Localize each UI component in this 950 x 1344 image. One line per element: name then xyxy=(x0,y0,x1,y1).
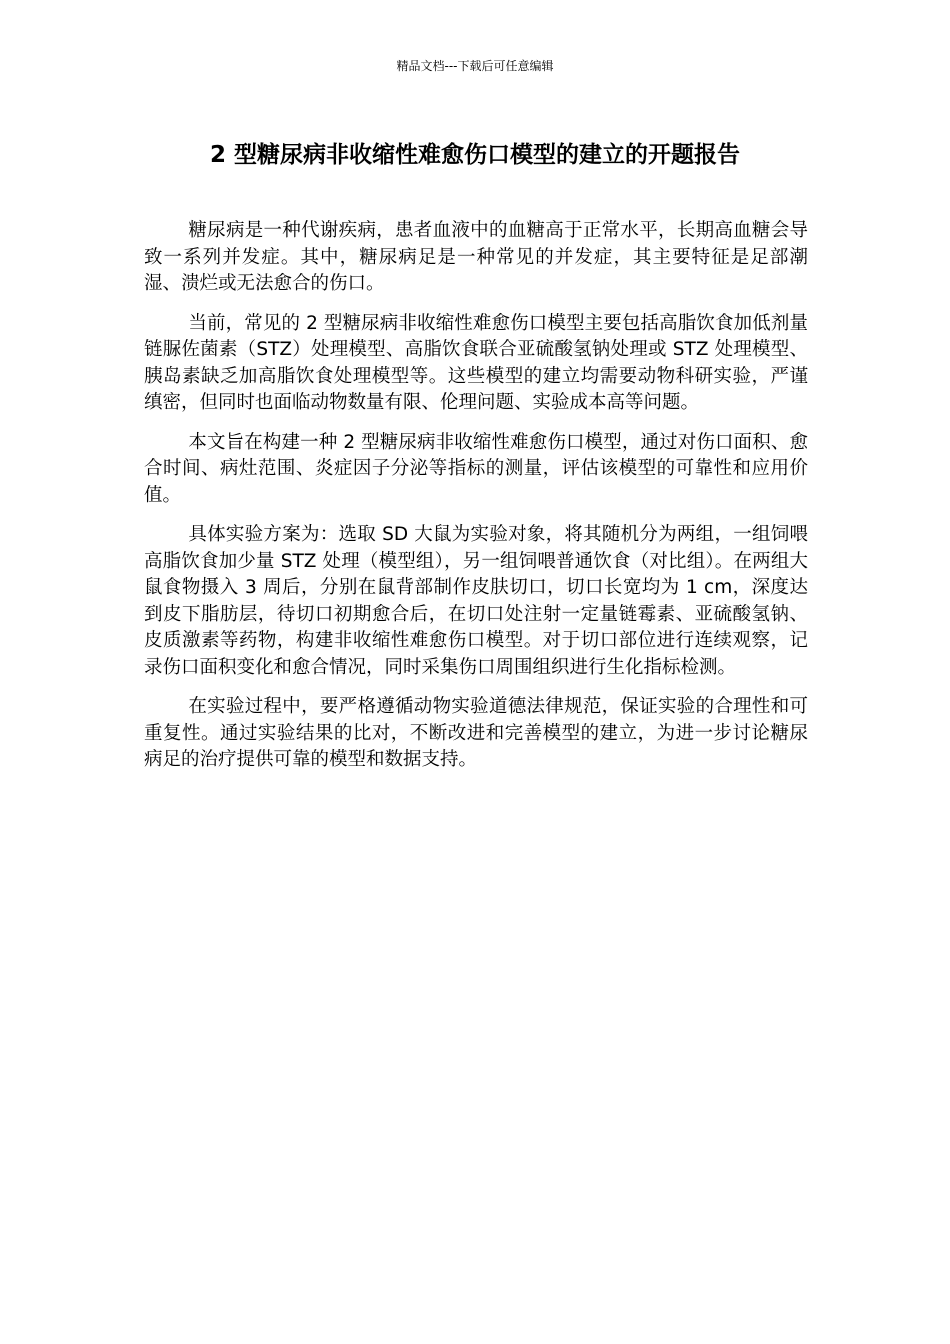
paragraph-3: 本文旨在构建一种 2 型糖尿病非收缩性难愈伤口模型，通过对伤口面积、愈合时间、病灶范围、炎症因子分泌等指标的测量，评估该模型的可靠性和应用价值。 xyxy=(144,431,808,506)
paragraph-4: 具体实验方案为：选取 SD 大鼠为实验对象，将其随机分为两组，一组饲喂高脂饮食加少量 STZ 处理（模型组），另一组饲喂普通饮食（对比组）。在两组大鼠食物摄入 3 周后，分别在鼠背部制作皮肤切口，切口长宽均为 1 cm，深度达到皮下脂肪层，待切口初期愈合后，在切口处注射一定量链霉素、亚硫酸氢钠、皮质激素等药物，构建非收缩性难愈伤口模型。对于切口部位进行连续观察，记录伤口面积变化和愈合情况，同时采集伤口周围组织进行生化指标检测。 xyxy=(144,524,808,678)
paragraph-1: 糖尿病是一种代谢疾病，患者血液中的血糖高于正常水平，长期高血糖会导致一系列并发症。其中，糖尿病足是一种常见的并发症，其主要特征是足部潮湿、溃烂或无法愈合的伤口。 xyxy=(144,220,808,294)
document-title: 2 型糖尿病非收缩性难愈伤口模型的建立的开题报告 xyxy=(209,142,740,168)
document-body xyxy=(144,218,808,787)
paragraph-5: 在实验过程中，要严格遵循动物实验道德法律规范，保证实验的合理性和可重复性。通过实验结果的比对，不断改进和完善模型的建立，为进一步讨论糖尿病足的治疗提供可靠的模型和数据支持。 xyxy=(144,696,808,770)
header-note: 精品文档---下载后可任意编辑 xyxy=(396,59,554,73)
paragraph-2: 当前，常见的 2 型糖尿病非收缩性难愈伤口模型主要包括高脂饮食加低剂量链脲佐菌素（STZ）处理模型、高脂饮食联合亚硫酸氢钠处理或 STZ 处理模型、胰岛素缺乏加高脂饮食处理模型等。这些模型的建立均需要动物科研实验，严谨缜密，但同时也面临动物数量有限、伦理问题、实验成本高等问题。 xyxy=(144,312,808,413)
